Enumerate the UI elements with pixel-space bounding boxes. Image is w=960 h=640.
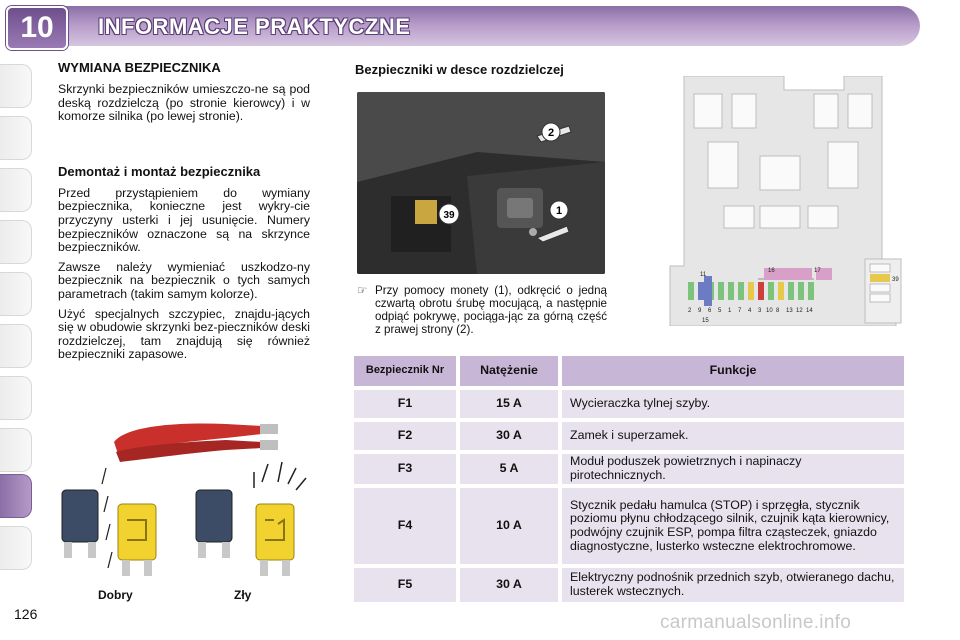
svg-text:17: 17 — [814, 268, 821, 274]
fuse-table — [354, 356, 904, 606]
chapter-badge: 10 — [6, 6, 68, 50]
svg-text:3: 3 — [758, 308, 762, 314]
dash-lines-icon — [102, 468, 112, 568]
svg-text:39: 39 — [892, 277, 899, 283]
screw-icon — [529, 228, 537, 236]
svg-text:6: 6 — [708, 308, 712, 314]
photo-label-2: 2 — [547, 127, 555, 139]
cell-amperage: 10 A — [460, 488, 558, 564]
caption-good: Dobry — [98, 588, 133, 602]
chapter-tab[interactable] — [0, 526, 32, 570]
photo-label-1: 1 — [555, 205, 563, 217]
cell-function: Zamek i superzamek. — [562, 422, 904, 450]
chapter-tab[interactable] — [0, 220, 32, 264]
instruction-note — [357, 284, 607, 336]
paragraph-1: Przed przystąpieniem do wymiany bezpiecznika, konieczne jest wykry-cie przyczyny usterki i jej usunięcie. Numery bezpieczników oznaczone są na skrzynce bezpieczników. — [58, 185, 310, 255]
cell-function: Wycieraczka tylnej szyby. — [562, 390, 904, 418]
header-amperage: Natężenie — [460, 356, 558, 386]
svg-text:13: 13 — [786, 308, 793, 314]
page-number: 126 — [14, 606, 38, 622]
table-row — [354, 488, 904, 564]
cell-fuse-number: F1 — [354, 390, 456, 418]
svg-text:9: 9 — [698, 308, 702, 314]
page-title: INFORMACJE PRAKTYCZNE — [98, 14, 411, 39]
chapter-tab[interactable] — [0, 272, 32, 316]
cell-fuse-number: F3 — [354, 454, 456, 484]
bad-fuse-yellow-icon — [256, 504, 294, 576]
cell-function: Stycznik pedału hamulca (STOP) i sprzęgła, stycznik poziomu płynu chłodzącego silnik, czujnik kąta kierownicy, podwójny czujnik ESP, pompa filtra cząsteczek, gniazdo diagnostyczne, lusterko wsteczne elektrochromowe. — [562, 488, 904, 564]
table-row — [354, 568, 904, 602]
side-fuse-box — [864, 258, 902, 324]
good-fuse-blue-icon — [62, 490, 98, 558]
photo-label-39: 39 — [443, 210, 455, 221]
chapter-tab[interactable] — [0, 324, 32, 368]
chapter-tab[interactable] — [0, 116, 32, 160]
section-title: WYMIANA BEZPIECZNIKA — [58, 60, 221, 75]
svg-text:5: 5 — [718, 308, 722, 314]
svg-text:2: 2 — [688, 308, 692, 314]
table-row — [354, 454, 904, 484]
cell-fuse-number: F2 — [354, 422, 456, 450]
table-row — [354, 422, 904, 450]
chapter-tab[interactable] — [0, 64, 32, 108]
chapter-tabs — [0, 64, 34, 584]
fuse-photo-icon — [415, 200, 437, 224]
table-header-row — [354, 356, 904, 386]
fuse-pliers-icon — [114, 424, 278, 462]
intro-paragraph: Skrzynki bezpieczników umieszczo-ne są pod deską rozdzielczą (po stronie kierowcy) i w komorze silnika (po lewej stronie). — [58, 82, 310, 124]
cell-function: Moduł poduszek powietrznych i napinaczy pirotechnicznych. — [562, 454, 904, 484]
svg-text:12: 12 — [796, 308, 803, 314]
chapter-tab[interactable] — [0, 376, 32, 420]
cell-amperage: 30 A — [460, 568, 558, 602]
svg-text:10: 10 — [766, 308, 773, 314]
header-functions: Funkcje — [562, 356, 904, 386]
table-row — [354, 390, 904, 418]
chapter-tab[interactable] — [0, 428, 32, 472]
header-fuse-number: Bezpiecznik Nr — [354, 356, 456, 386]
hand-pointer-icon: ☞ — [357, 284, 368, 297]
left-column — [58, 60, 310, 368]
paragraph-3: Użyć specjalnych szczypiec, znajdu-jących się w obudowie skrzynki bez-pieczników deski rozdzielczej, tam znajdują się również bezpieczniki zapasowe. — [58, 306, 310, 362]
subsection-title: Demontaż i montaż bezpiecznika — [58, 163, 261, 179]
cell-fuse-number: F4 — [354, 488, 456, 564]
paragraph-2: Zawsze należy wymieniać uszkodzo-ny bezpiecznik na bezpiecznik o tych samych parametrach (takim samym kolorze). — [58, 259, 310, 301]
cell-function: Elektryczny podnośnik przednich szyb, otwieranego dachu, lusterek wstecznych. — [562, 568, 904, 602]
cell-amperage: 15 A — [460, 390, 558, 418]
caption-bad: Zły — [234, 588, 252, 602]
cell-amperage: 30 A — [460, 422, 558, 450]
good-fuse-yellow-icon — [118, 504, 156, 576]
svg-text:4: 4 — [748, 308, 752, 314]
svg-text:14: 14 — [806, 308, 813, 314]
chapter-tab-active[interactable] — [0, 474, 32, 518]
chapter-tab[interactable] — [0, 168, 32, 212]
svg-text:8: 8 — [776, 308, 780, 314]
svg-text:7: 7 — [738, 308, 742, 314]
instruction-text: Przy pomocy monety (1), odkręcić o jedną czwartą obrotu śrubę mocującą, a następnie odpiąć pokrywę, pociąga-jąc za górną część z prawej strony (2). — [375, 284, 607, 336]
svg-text:11: 11 — [700, 272, 707, 278]
dashboard-photo — [357, 92, 605, 274]
dashboard-fuses-title: Bezpieczniki w desce rozdzielczej — [355, 62, 564, 77]
bad-fuse-blue-icon — [196, 490, 232, 558]
page-header — [0, 0, 960, 58]
watermark: carmanualsonline.info — [660, 612, 852, 633]
cell-fuse-number: F5 — [354, 568, 456, 602]
cell-amperage: 5 A — [460, 454, 558, 484]
svg-text:1: 1 — [728, 308, 732, 314]
fuse-pliers-illustration — [56, 412, 316, 588]
svg-text:15: 15 — [702, 318, 709, 324]
svg-text:16: 16 — [768, 268, 775, 274]
spark-icon — [254, 462, 306, 490]
